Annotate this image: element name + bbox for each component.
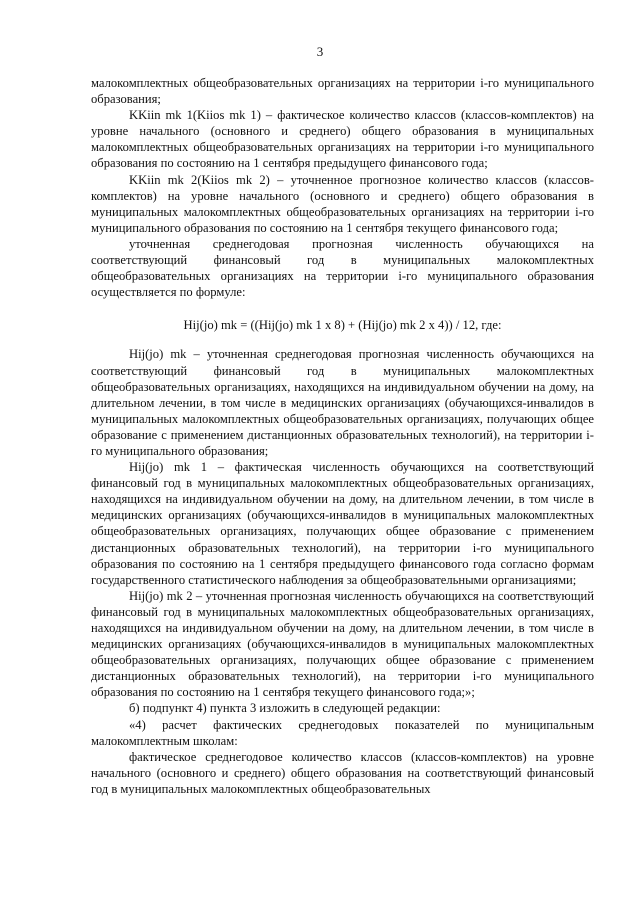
paragraph-subpoint-b: б) подпункт 4) пункта 3 изложить в следующей редакции: <box>129 701 441 716</box>
paragraph-h2-def: Hij(jo) mk 2 – уточненная прогнозная численность обучающихся на соответствующий финансовый год в муниципальных малокомплектных общеобразовательных организациях, находящихся на индивидуальном обучении на дому, на длительном лечении, в том числе в медицинских организациях (обучающихся-инвалидов в муниципальных малокомплектных общеобразовательных организациях, получающих общее образование с применением дистанционных образовательных технологий), на территории i-го муниципального образования по состоянию на 1 сентября текущего финансового года;»; <box>91 588 594 700</box>
formula: Hij(jo) mk = ((Hij(jo) mk 1 x 8) + (Hij(jo) mk 2 x 4)) / 12, где: <box>183 318 502 333</box>
paragraph-kk1: KKiin mk 1(Kiios mk 1) – фактическое количество классов (классов-комплектов) на уровне начального (основного и среднего) общего образования в муниципальных малокомплектных общеобразовательных организациях на территории i-го муниципального образования по состоянию на 1 сентября предыдущего финансового года; <box>91 108 594 171</box>
paragraph-formula-intro: уточненная среднегодовая прогнозная численность обучающихся на соответствующий финансовый год в муниципальных малокомплектных общеобразовательных организациях на территории i-го муниципального образования осуществляется по формуле: <box>91 236 594 300</box>
paragraph-1: малокомплектных общеобразовательных организациях на территории i-го муниципального образования; <box>91 76 594 107</box>
paragraph-h1-def: Hij(jo) mk 1 – фактическая численность обучающихся на соответствующий финансовый год в муниципальных малокомплектных общеобразовательных организациях, находящихся на индивидуальном обучении на дому, на длительном лечении, в том числе в медицинских организациях (обучающихся-инвалидов в муниципальных малокомплектных общеобразовательных организациях, получающих общее образование с применением дистанционных образовательных технологий), на территории i-го муниципального образования по состоянию на 1 сентября предыдущего финансового года согласно формам государственного статистического наблюдения за общеобразовательными организациями; <box>91 460 594 587</box>
paragraph-h-def: Hij(jo) mk – уточненная среднегодовая прогнозная численность обучающихся на соответствующий финансовый год в муниципальных малокомплектных общеобразовательных организациях, находящихся на индивидуальном обучении на дому, на длительном лечении, в том числе в медицинских организациях (обучающихся-инвалидов в муниципальных малокомплектных общеобразовательных организациях, получающих общее образование с применением дистанционных образовательных технологий), на территории i-го муниципального образования; <box>91 347 594 458</box>
paragraph-kk2: KKiin mk 2(Kiios mk 2) – уточненное прогнозное количество классов (классов-комплектов) на уровне начального (основного и среднего) общего образования в муниципальных малокомплектных общеобразовательных организациях на территории i-го муниципального образования по состоянию на 1 сентября текущего финансового года; <box>91 172 594 235</box>
page-number: 3 <box>316 44 324 59</box>
paragraph-point-4: «4) расчет фактических среднегодовых показателей по муниципальным малокомплектным школам: <box>91 717 594 748</box>
document-body <box>91 75 594 797</box>
paragraph-last: фактическое среднегодовое количество классов (классов-комплектов) на уровне начального (основного и среднего) общего образования на соответствующий финансовый год в муниципальных малокомплектных общеобразовательных <box>91 749 594 796</box>
